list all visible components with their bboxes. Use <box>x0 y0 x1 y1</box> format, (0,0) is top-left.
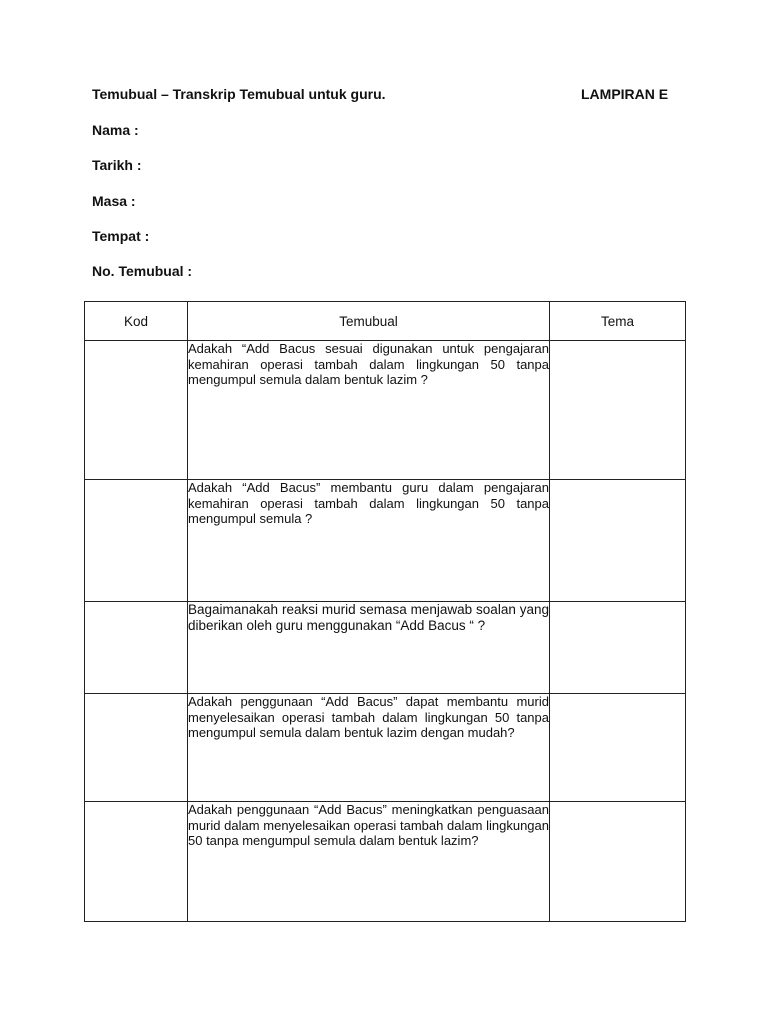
field-nama: Nama : <box>92 122 139 138</box>
kod-cell[interactable] <box>85 602 188 694</box>
tema-cell[interactable] <box>550 802 686 922</box>
question-cell: Bagaimanakah reaksi murid semasa menjawab soalan yang diberikan oleh guru menggunakan “Add Bacus “ ? <box>188 602 550 694</box>
table-row <box>85 480 686 602</box>
field-tarikh: Tarikh : <box>92 157 142 173</box>
question-cell: Adakah “Add Bacus” membantu guru dalam pengajaran kemahiran operasi tambah dalam lingkungan 50 tanpa mengumpul semula ? <box>188 480 550 602</box>
kod-cell[interactable] <box>85 341 188 480</box>
appendix-label: LAMPIRAN E <box>581 86 669 102</box>
header-kod: Kod <box>85 302 188 341</box>
table-row <box>85 602 686 694</box>
kod-cell[interactable] <box>85 694 188 802</box>
tema-cell[interactable] <box>550 341 686 480</box>
interview-table <box>84 301 686 922</box>
field-masa: Masa : <box>92 193 136 209</box>
header-temubual: Temubual <box>188 302 550 341</box>
table-row <box>85 802 686 922</box>
question-cell: Adakah penggunaan “Add Bacus” dapat membantu murid menyelesaikan operasi tambah dalam lingkungan 50 tanpa mengumpul semula dalam bentuk lazim dengan mudah? <box>188 694 550 802</box>
tema-cell[interactable] <box>550 480 686 602</box>
question-cell: Adakah “Add Bacus sesuai digunakan untuk pengajaran kemahiran operasi tambah dalam lingkungan 50 tanpa mengumpul semula dalam bentuk lazim ? <box>188 341 550 480</box>
tema-cell[interactable] <box>550 602 686 694</box>
question-cell: Adakah penggunaan “Add Bacus” meningkatkan penguasaan murid dalam menyelesaikan operasi tambah dalam lingkungan 50 tanpa mengumpul semula dalam bentuk lazim? <box>188 802 550 922</box>
document-title: Temubual – Transkrip Temubual untuk guru. <box>92 86 386 102</box>
tema-cell[interactable] <box>550 694 686 802</box>
header-tema: Tema <box>550 302 686 341</box>
table-row <box>85 694 686 802</box>
field-tempat: Tempat : <box>92 228 150 244</box>
table-header-row <box>85 302 686 341</box>
kod-cell[interactable] <box>85 802 188 922</box>
field-no-temubual: No. Temubual : <box>92 263 193 279</box>
table-row <box>85 341 686 480</box>
kod-cell[interactable] <box>85 480 188 602</box>
